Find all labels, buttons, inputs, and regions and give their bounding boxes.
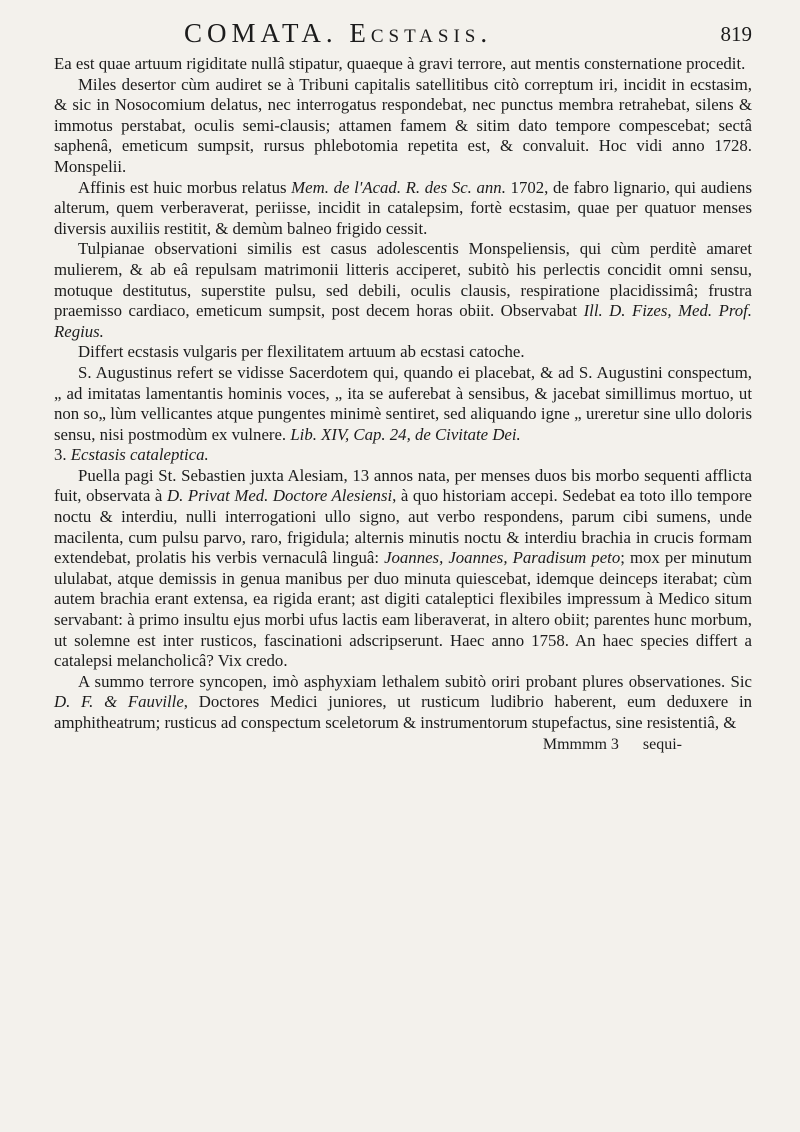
text-run: 1702, de fabro lignario, qui audiens alterum, quem verberaverat, periisse, incidit in catalepsim, fortè ecstasim, quae per quatuor menses diversis auxiliis restitit, & demùm balneo frigido cessit.: [54, 177, 752, 238]
signature-mark: Mmmmm 3: [542, 735, 619, 753]
paragraph: [54, 672, 752, 734]
running-title: COMATA. Ecstasis.: [184, 18, 493, 48]
paragraph: [54, 54, 752, 75]
italic-citation: Lib. XIV, Cap. 24, de Civitate Dei.: [290, 424, 521, 444]
text-run: , à quo historiam accepi. Sedebat ea toto illo tempore noctu & interdiu, nulli interrogationi ullo signo, aut verbo respondens, parum cibi sumens, unde macilenta, cum pulsu parvo, raro, frigidula; alternis minutis noctu & interdiu brachia in crucis formam extendebat, prolatis his verbis vernaculâ linguâ:: [54, 486, 752, 568]
text-run: Affinis est huic morbus relatus: [78, 177, 292, 197]
body-text: [54, 54, 752, 734]
text-run: S. Augustinus refert se vidisse Sacerdotem qui, quando ei placebat, & ad S. Augustini conspectum, „ ad imitatas lamentantis hominis voces, „ ita se auferebat à sensibus, & jacebat simillimus mortuo, ut non so„ lùm vellicantes atque pungentes minimè sentiret, sed aliquando igne „ ureretur sine ullo doloris sensu, nisi postmodùm ex vulnere.: [54, 362, 752, 444]
paragraph: [54, 178, 752, 240]
italic-citation: D. F. & Fauville: [54, 692, 184, 712]
paragraph: [54, 239, 752, 342]
paragraph: [54, 363, 752, 445]
catchword: sequi-: [642, 735, 682, 753]
text-run: 3.: [54, 445, 71, 465]
paragraph: [54, 342, 752, 363]
text-run: Puella pagi St. Sebastien juxta Alesiam, 13 annos nata, per menses duos bis morbo sequenti afflicta fuit, observata à: [54, 465, 752, 506]
italic-citation: D. Privat Med. Doctore Alesiensi: [166, 486, 393, 506]
italic-citation: Ill. D. Fizes, Med. Prof. Regius.: [54, 301, 752, 341]
paragraph: [54, 466, 752, 672]
text-run: ; mox per minutum ululabat, atque demissis in genua manibus per duo minuta quiescebat, idemque deinceps iterabat; cùm autem brachia erant extensa, ea rigida erant; ast digiti cataleptici flexibiles impressum à Medico situm servabant: à primo insultu ejus morbi ufus lactis eam liberaverat, in altero obiit; parentes hunc morbum, ut solemne est inter rusticos, fascinationi adscripserunt. Haec anno 1758. An haec species differt a catalepsi melancholicâ? Vix credo.: [54, 548, 752, 671]
italic-citation: Joannes, Joannes, Paradisum peto: [384, 548, 621, 568]
text-run: Tulpianae observationi similis est casus adolescentis Monspeliensis, qui cùm perditè amaret mulierem, & ab eâ repulsam matrimonii litteris acciperet, subitò his perlectis concidit omni sensu, motuque destitutus, superstite pulsu, sed debili, oculis clausis, respiratione placidissimâ; frustra praemisso cardiaco, emeticum sumpsit, post decem horas obiit. Observabat: [54, 239, 752, 321]
italic-citation: Mem. de l'Acad. R. des Sc. ann.: [291, 177, 506, 197]
paragraph: [54, 75, 752, 178]
section-heading: [54, 445, 752, 466]
text-run: A summo terrore syncopen, imò asphyxiam lethalem subitò oriri probant plures observationes. Sic: [78, 671, 752, 691]
page-header: [54, 14, 752, 54]
italic-citation: Ecstasis cataleptica.: [70, 445, 209, 465]
page-footer: [54, 736, 752, 754]
text-run: , Doctores Medici juniores, ut rusticum ludibrio haberent, eum deduxere in amphitheatrum; rusticus ad conspectum sceletorum & instrumentorum stupefactus, sine resistentiâ, &: [54, 692, 753, 732]
text-run: Differt ecstasis vulgaris per flexilitatem artuum ab ecstasi catoche.: [78, 342, 525, 362]
page-number: 819: [720, 22, 752, 46]
text-run: Miles desertor cùm audiret se à Tribuni capitalis satellitibus citò correptum iri, incidit in ecstasim, & sic in Nosocomium delatus, nec interrogatus respondebat, nec punctus membra retrahebat, silens & immotus perstabat, oculis semi-clausis; attamen famem & sitim dato tempore compescebat; sectâ saphenâ, emeticum sumpsit, rursus phlebotomia repetita est, & convaluit. Hoc vidi anno 1728. Monspelii.: [54, 74, 752, 176]
text-run: Ea est quae artuum rigiditate nullâ stipatur, quaeque à gravi terrore, aut mentis consternatione procedit.: [54, 54, 746, 73]
